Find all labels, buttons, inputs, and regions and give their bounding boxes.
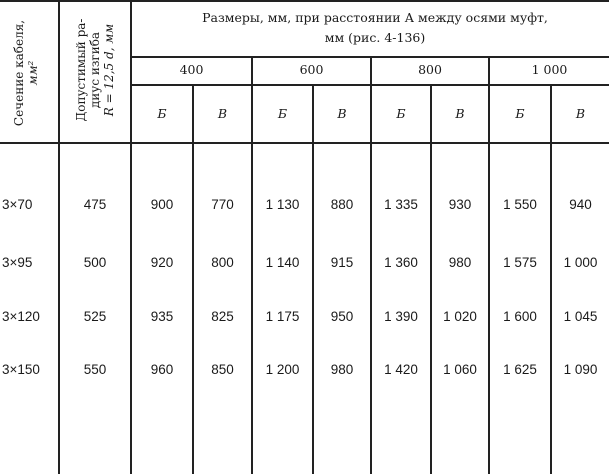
value-cell: 770 <box>211 197 234 212</box>
cable-section: 3×150 <box>2 362 40 377</box>
value-cell: 940 <box>569 197 592 212</box>
value-cell: 900 <box>150 197 174 212</box>
value-cell: 1 175 <box>265 309 300 324</box>
value-cell: 1 625 <box>503 362 537 377</box>
value-cell: 1 360 <box>384 255 418 270</box>
bend-radius: 525 <box>83 309 107 324</box>
value-cell: 1 090 <box>563 362 598 377</box>
header-cable-section-line1: Сечение кабеля, <box>12 19 26 127</box>
rule-v-5 <box>312 84 314 474</box>
header-bend-radius-line2: диус изгиба <box>88 31 102 109</box>
header-bend-radius <box>74 0 118 140</box>
header-cable-section <box>12 3 42 143</box>
sublabel-400-v: В <box>217 106 228 121</box>
value-cell: 1 200 <box>265 362 300 377</box>
sublabel-800-v: В <box>455 106 465 121</box>
sublabel-1000-v: В <box>575 106 586 121</box>
value-cell: 920 <box>150 255 174 270</box>
sublabel-400-b: Б <box>157 106 167 121</box>
sublabel-600-v: В <box>337 106 347 121</box>
value-cell: 1 420 <box>384 362 418 377</box>
value-cell: 930 <box>448 197 472 212</box>
value-cell: 1 600 <box>503 309 537 324</box>
value-cell: 1 335 <box>384 197 418 212</box>
value-cell: 1 130 <box>265 197 300 212</box>
value-cell: 825 <box>211 309 234 324</box>
value-cell: 800 <box>211 255 234 270</box>
cable-section: 3×120 <box>2 309 40 324</box>
sublabel-800-b: Б <box>396 106 406 121</box>
value-cell: 915 <box>330 255 354 270</box>
distance-600: 600 <box>299 62 324 77</box>
value-cell: 1 390 <box>384 309 418 324</box>
value-cell: 980 <box>330 362 354 377</box>
rule-v-9 <box>550 84 552 474</box>
value-cell: 1 045 <box>563 309 598 324</box>
value-cell: 1 000 <box>563 255 598 270</box>
value-cell: 1 550 <box>503 197 537 212</box>
value-cell: 980 <box>448 255 472 270</box>
rule-v-3 <box>192 84 194 474</box>
value-cell: 960 <box>150 362 174 377</box>
value-cell: 1 575 <box>503 255 537 270</box>
bend-radius: 500 <box>83 255 107 270</box>
value-cell: 1 020 <box>443 309 477 324</box>
value-cell: 1 140 <box>265 255 300 270</box>
value-cell: 1 060 <box>443 362 477 377</box>
distance-1000: 1 000 <box>531 62 568 77</box>
value-cell: 950 <box>330 309 354 324</box>
value-cell: 935 <box>150 309 174 324</box>
value-cell: 850 <box>211 362 234 377</box>
rule-header-bottom <box>0 142 609 144</box>
group-title-line1: Размеры, мм, при расстоянии А между осями муфт, <box>202 10 548 25</box>
bend-radius: 550 <box>83 362 107 377</box>
rule-v-7 <box>430 84 432 474</box>
distance-400: 400 <box>179 62 204 77</box>
value-cell: 880 <box>330 197 354 212</box>
sublabel-1000-b: Б <box>515 106 525 121</box>
distance-800: 800 <box>418 62 442 77</box>
header-cable-section-line2: мм² <box>26 60 40 86</box>
sublabel-600-b: Б <box>277 106 288 121</box>
group-title-line2: мм (рис. 4-136) <box>324 30 426 45</box>
cable-section: 3×70 <box>2 197 33 212</box>
cable-section: 3×95 <box>2 255 33 270</box>
header-bend-radius-line3: R = 12,5 d, мм <box>102 23 116 117</box>
bend-radius: 475 <box>83 197 107 212</box>
rule-v-1 <box>58 0 60 474</box>
header-bend-radius-line1: Допустимый ра- <box>74 18 88 122</box>
